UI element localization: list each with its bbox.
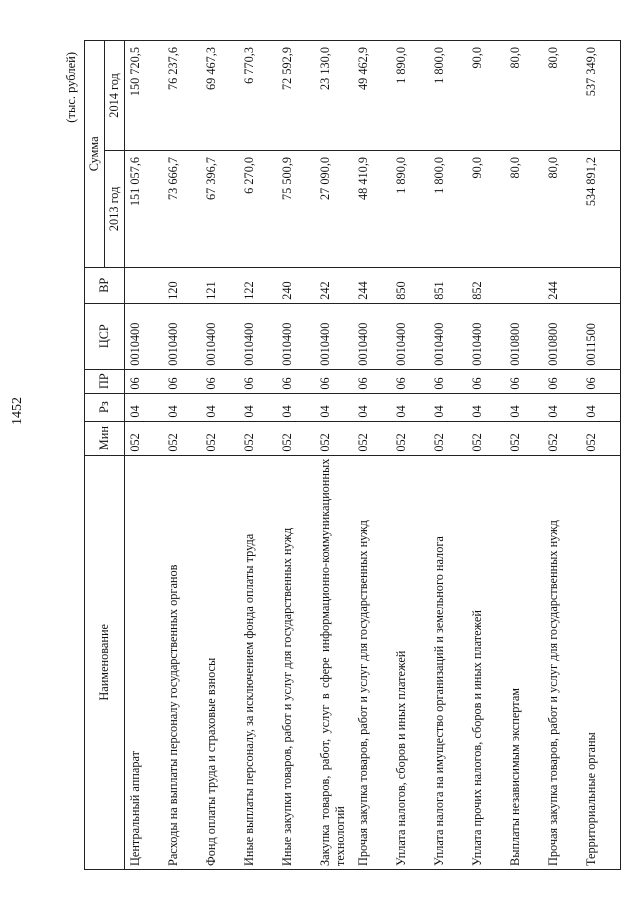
cell-csr: 0010400 (164, 303, 202, 369)
cell-vr: 850 (392, 267, 430, 303)
cell-rz: 04 (392, 393, 430, 421)
table-row (202, 41, 240, 870)
cell-csr: 0010400 (468, 303, 506, 369)
cell-pr: 06 (164, 369, 202, 393)
cell-vr: 244 (354, 267, 392, 303)
table-row (164, 41, 202, 870)
cell-min: 052 (468, 421, 506, 455)
cell-rz: 04 (316, 393, 354, 421)
cell-min: 052 (582, 421, 621, 455)
table-row (582, 41, 621, 870)
cell-2014: 49 462,9 (354, 41, 392, 151)
cell-name: Выплаты независимым экспертам (506, 455, 544, 869)
cell-name: Прочая закупка товаров, работ и услуг для государственных нужд (544, 455, 582, 869)
cell-vr: 244 (544, 267, 582, 303)
cell-rz: 04 (354, 393, 392, 421)
cell-csr: 0011500 (582, 303, 621, 369)
cell-min: 052 (316, 421, 354, 455)
cell-csr: 0010400 (125, 303, 165, 369)
cell-2014: 80,0 (544, 41, 582, 151)
table-row (278, 41, 316, 870)
cell-2013: 75 500,9 (278, 150, 316, 267)
cell-pr: 06 (125, 369, 165, 393)
header-min: Мин (85, 421, 125, 455)
cell-min: 052 (240, 421, 278, 455)
cell-min: 052 (354, 421, 392, 455)
table-body (125, 41, 621, 870)
cell-2014: 69 467,3 (202, 41, 240, 151)
cell-min: 052 (544, 421, 582, 455)
cell-2013: 27 090,0 (316, 150, 354, 267)
cell-2013: 1 890,0 (392, 150, 430, 267)
cell-vr (125, 267, 165, 303)
cell-name: Уплата прочих налогов, сборов и иных платежей (468, 455, 506, 869)
table-row (354, 41, 392, 870)
cell-name: Территориальные органы (582, 455, 621, 869)
cell-rz: 04 (468, 393, 506, 421)
cell-vr (582, 267, 621, 303)
cell-2014: 537 349,0 (582, 41, 621, 151)
cell-rz: 04 (582, 393, 621, 421)
cell-name: Закупка товаров, работ, услуг в сфере информационно-коммуникационных технологий (316, 455, 354, 869)
table-row (430, 41, 468, 870)
cell-csr: 0010400 (202, 303, 240, 369)
cell-pr: 06 (582, 369, 621, 393)
cell-csr: 0010400 (240, 303, 278, 369)
table-row (468, 41, 506, 870)
cell-2014: 1 800,0 (430, 41, 468, 151)
cell-csr: 0010800 (506, 303, 544, 369)
cell-pr: 06 (316, 369, 354, 393)
cell-min: 052 (202, 421, 240, 455)
cell-name: Иные закупки товаров, работ и услуг для государственных нужд (278, 455, 316, 869)
cell-name: Прочая закупка товаров, работ и услуг для государственных нужд (354, 455, 392, 869)
header-2013: 2013 год (105, 150, 125, 267)
cell-rz: 04 (544, 393, 582, 421)
cell-2013: 67 396,7 (202, 150, 240, 267)
cell-vr: 120 (164, 267, 202, 303)
cell-csr: 0010400 (430, 303, 468, 369)
cell-pr: 06 (240, 369, 278, 393)
cell-vr: 122 (240, 267, 278, 303)
cell-2014: 90,0 (468, 41, 506, 151)
cell-name: Уплата налога на имущество организаций и земельного налога (430, 455, 468, 869)
table-row (240, 41, 278, 870)
cell-csr: 0010400 (354, 303, 392, 369)
cell-2014: 23 130,0 (316, 41, 354, 151)
cell-name: Иные выплаты персоналу, за исключением фонда оплаты труда (240, 455, 278, 869)
table-row (392, 41, 430, 870)
cell-name: Центральный аппарат (125, 455, 165, 869)
cell-csr: 0010400 (316, 303, 354, 369)
header-pr: ПР (85, 369, 125, 393)
table-row (544, 41, 582, 870)
cell-pr: 06 (430, 369, 468, 393)
header-vr: ВР (85, 267, 125, 303)
cell-min: 052 (506, 421, 544, 455)
cell-pr: 06 (392, 369, 430, 393)
cell-pr: 06 (506, 369, 544, 393)
cell-rz: 04 (430, 393, 468, 421)
cell-vr: 851 (430, 267, 468, 303)
budget-table (84, 40, 621, 870)
page-number: 1452 (10, 397, 25, 425)
table-row (506, 41, 544, 870)
cell-csr: 0010400 (278, 303, 316, 369)
cell-rz: 04 (125, 393, 165, 421)
cell-min: 052 (125, 421, 165, 455)
cell-min: 052 (164, 421, 202, 455)
cell-pr: 06 (278, 369, 316, 393)
cell-pr: 06 (544, 369, 582, 393)
cell-min: 052 (392, 421, 430, 455)
cell-csr: 0010800 (544, 303, 582, 369)
cell-name: Расходы на выплаты персоналу государственных органов (164, 455, 202, 869)
rotated-table-page (60, 40, 625, 870)
cell-vr: 242 (316, 267, 354, 303)
table-header (85, 41, 125, 870)
cell-2014: 150 720,5 (125, 41, 165, 151)
cell-2014: 76 237,6 (164, 41, 202, 151)
header-2014: 2014 год (105, 41, 125, 151)
cell-2014: 80,0 (506, 41, 544, 151)
header-name: Наименование (85, 455, 125, 869)
cell-2013: 80,0 (506, 150, 544, 267)
cell-rz: 04 (506, 393, 544, 421)
units-label: (тыс. рублей) (64, 52, 78, 123)
cell-vr (506, 267, 544, 303)
cell-vr: 240 (278, 267, 316, 303)
cell-rz: 04 (202, 393, 240, 421)
cell-rz: 04 (278, 393, 316, 421)
cell-2013: 1 800,0 (430, 150, 468, 267)
cell-pr: 06 (202, 369, 240, 393)
cell-vr: 121 (202, 267, 240, 303)
cell-2014: 1 890,0 (392, 41, 430, 151)
cell-min: 052 (278, 421, 316, 455)
cell-2013: 73 666,7 (164, 150, 202, 267)
cell-pr: 06 (354, 369, 392, 393)
cell-name: Уплата налогов, сборов и иных платежей (392, 455, 430, 869)
header-rz: Рз (85, 393, 125, 421)
table-row (125, 41, 165, 870)
cell-2013: 534 891,2 (582, 150, 621, 267)
cell-2013: 80,0 (544, 150, 582, 267)
cell-2014: 6 770,3 (240, 41, 278, 151)
cell-pr: 06 (468, 369, 506, 393)
cell-2014: 72 592,9 (278, 41, 316, 151)
cell-min: 052 (430, 421, 468, 455)
cell-2013: 48 410,9 (354, 150, 392, 267)
cell-name: Фонд оплаты труда и страховые взносы (202, 455, 240, 869)
cell-vr: 852 (468, 267, 506, 303)
cell-rz: 04 (240, 393, 278, 421)
header-csr: ЦСР (85, 303, 125, 369)
cell-2013: 90,0 (468, 150, 506, 267)
cell-2013: 151 057,6 (125, 150, 165, 267)
header-sum: Сумма (85, 41, 105, 268)
cell-rz: 04 (164, 393, 202, 421)
table-row (316, 41, 354, 870)
cell-2013: 6 270,0 (240, 150, 278, 267)
cell-csr: 0010400 (392, 303, 430, 369)
